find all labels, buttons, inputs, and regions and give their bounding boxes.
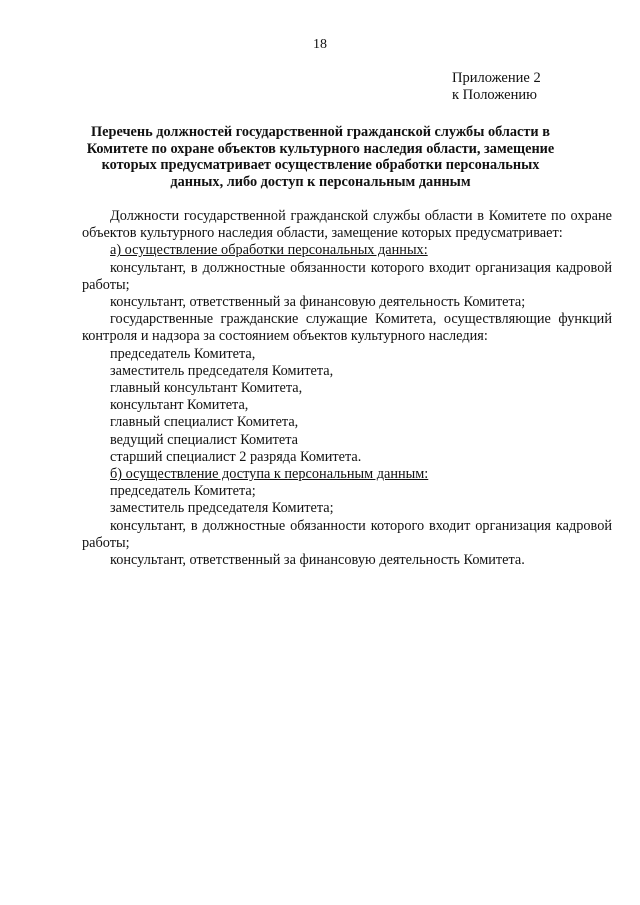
section-a-item: государственные гражданские служащие Комитета, осуществляющие функций контроля и надзора за состоянием объектов культурного наследия: [82, 311, 612, 345]
section-a-sub-item: ведущий специалист Комитета [110, 431, 298, 448]
section-b-item: заместитель председателя Комитета; [110, 500, 334, 517]
appendix-line-2: к Положению [452, 87, 537, 103]
section-b-item: консультант, ответственный за финансовую деятельность Комитета. [110, 552, 525, 569]
section-a-sub-item: главный консультант Комитета, [110, 380, 303, 397]
appendix-line-1: Приложение 2 [452, 70, 541, 86]
section-b-item: председатель Комитета; [110, 483, 256, 500]
section-b-heading-text: б) осуществление доступа к персональным данным: [110, 466, 429, 483]
section-a-item: консультант, в должностные обязанности которого входит организация кадровой работы; [82, 259, 612, 293]
section-a-item: консультант, ответственный за финансовую деятельность Комитета; [110, 294, 526, 311]
section-a-sub-item: старший специалист 2 разряда Комитета. [110, 448, 362, 465]
section-a-sub-item: председатель Комитета, [110, 345, 256, 362]
section-a-sub-item: заместитель председателя Комитета, [110, 362, 334, 379]
appendix-reference [452, 70, 541, 104]
section-b-item: консультант, в должностные обязанности которого входит организация кадровой работы; [82, 517, 612, 551]
section-a-heading-text: а) осуществление обработки персональных данных: [110, 242, 428, 259]
section-b-heading [82, 466, 612, 483]
document-body [82, 208, 612, 569]
section-a-heading [82, 242, 612, 259]
section-a-sub-item: главный специалист Комитета, [110, 414, 299, 431]
page-number: 18 [313, 37, 327, 52]
document-title: Перечень должностей государственной гражданской службы области в Комитете по охране объектов культурного наследия области, замещение которых предусматривает осуществление обработки персональных данных, либо доступ к персональным данным [86, 124, 555, 190]
intro-paragraph: Должности государственной гражданской службы области в Комитете по охране объектов культурного наследия области, замещение которых предусматривает: [82, 208, 612, 242]
section-a-sub-item: консультант Комитета, [110, 397, 249, 414]
